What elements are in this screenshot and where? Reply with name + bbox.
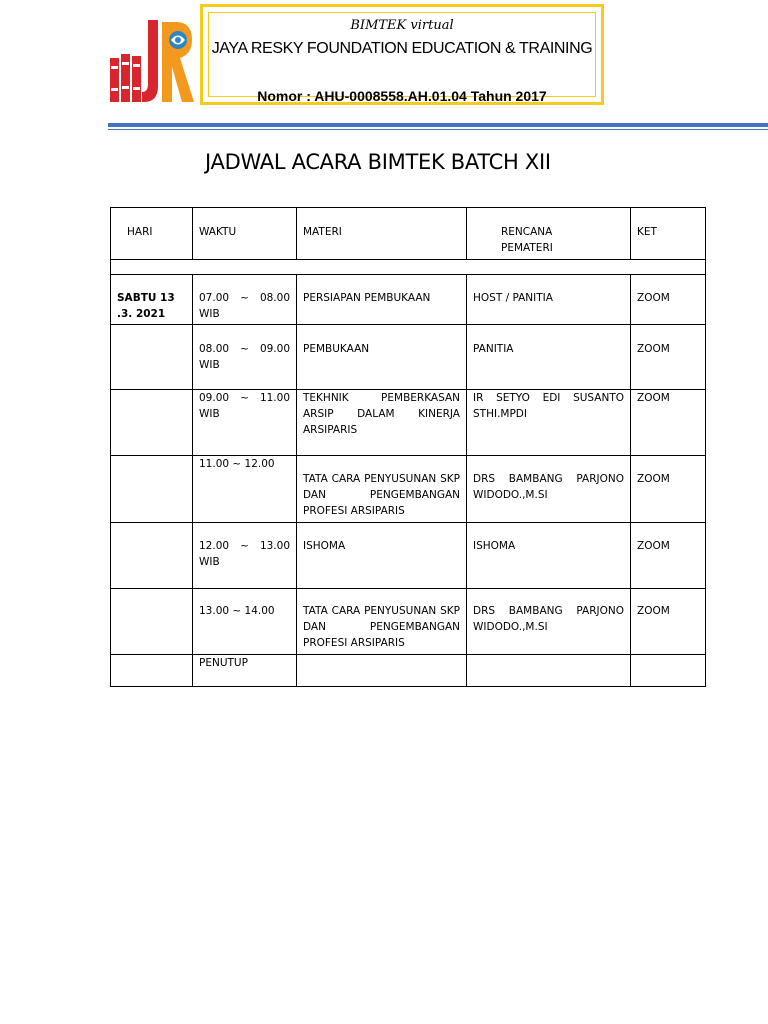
header-rule-thick [108, 123, 768, 127]
cell-ket: ZOOM [631, 456, 706, 523]
spacer-row [111, 260, 706, 275]
cell-materi: TATA CARA PENYUSUNAN SKP DAN PENGEMBANGAN PROFESI ARSIPARIS [297, 589, 467, 655]
cell-waktu: PENUTUP [193, 655, 297, 687]
cell-materi: TEKHNIK PEMBERKASAN ARSIP DALAM KINERJA ARSIPARIS [297, 390, 467, 456]
spacer-cell [111, 260, 706, 275]
cell-waktu: 11.00 ~ 12.00 [193, 456, 297, 523]
cell-hari [111, 325, 193, 390]
table-row [111, 655, 706, 687]
cell-ket: ZOOM [631, 275, 706, 325]
cell-pemateri [467, 655, 631, 687]
cell-materi: PEMBUKAAN [297, 325, 467, 390]
cell-waktu: 09.00 ~ 11.00 WIB [193, 390, 297, 456]
schedule-table [110, 207, 706, 687]
cell-ket: ZOOM [631, 325, 706, 390]
document-title: JADWAL ACARA BIMTEK BATCH XII [205, 150, 551, 174]
header-materi: MATERI [297, 208, 467, 260]
table-row [111, 523, 706, 589]
cell-ket: ZOOM [631, 390, 706, 456]
table-row [111, 325, 706, 390]
cell-waktu: 07.00 ~ 08.00 WIB [193, 275, 297, 325]
cell-materi: TATA CARA PENYUSUNAN SKP DAN PENGEMBANGAN PROFESI ARSIPARIS [297, 456, 467, 523]
table-row [111, 390, 706, 456]
banner-subtitle: BIMTEK virtual [350, 18, 454, 33]
cell-hari: SABTU 13 .3. 2021 [111, 275, 193, 325]
cell-pemateri: DRS BAMBANG PARJONO WIDODO.,M.SI [467, 456, 631, 523]
cell-ket [631, 655, 706, 687]
header-hari: HARI [111, 208, 193, 260]
cell-hari [111, 390, 193, 456]
cell-hari [111, 655, 193, 687]
header-banner [200, 4, 604, 105]
table-row [111, 275, 706, 325]
cell-pemateri: DRS BAMBANG PARJONO WIDODO.,M.SI [467, 589, 631, 655]
cell-materi: PERSIAPAN PEMBUKAAN [297, 275, 467, 325]
cell-pemateri: ISHOMA [467, 523, 631, 589]
organization-name: JAYA RESKY FOUNDATION EDUCATION & TRAINING [211, 40, 593, 57]
table-header-row [111, 208, 706, 260]
header-pemateri: RENCANA PEMATERI [467, 208, 631, 260]
banner-inner-frame [208, 12, 596, 104]
cell-hari [111, 589, 193, 655]
cell-ket: ZOOM [631, 523, 706, 589]
jr-foundation-logo [108, 16, 196, 106]
header-rule-thin [108, 129, 768, 130]
cell-ket: ZOOM [631, 589, 706, 655]
table-row [111, 456, 706, 523]
header-ket: KET [631, 208, 706, 260]
cell-pemateri: IR SETYO EDI SUSANTO STHI.MPDI [467, 390, 631, 456]
cell-materi: ISHOMA [297, 523, 467, 589]
cell-hari [111, 523, 193, 589]
header-waktu: WAKTU [193, 208, 297, 260]
cell-pemateri: HOST / PANITIA [467, 275, 631, 325]
cell-waktu: 08.00 ~ 09.00 WIB [193, 325, 297, 390]
cell-hari [111, 456, 193, 523]
cell-materi [297, 655, 467, 687]
cell-waktu: 12.00 ~ 13.00 WIB [193, 523, 297, 589]
cell-waktu: 13.00 ~ 14.00 [193, 589, 297, 655]
registration-number: Nomor : AHU-0008558.AH.01.04 Tahun 2017 [257, 88, 547, 104]
table-row [111, 589, 706, 655]
cell-pemateri: PANITIA [467, 325, 631, 390]
